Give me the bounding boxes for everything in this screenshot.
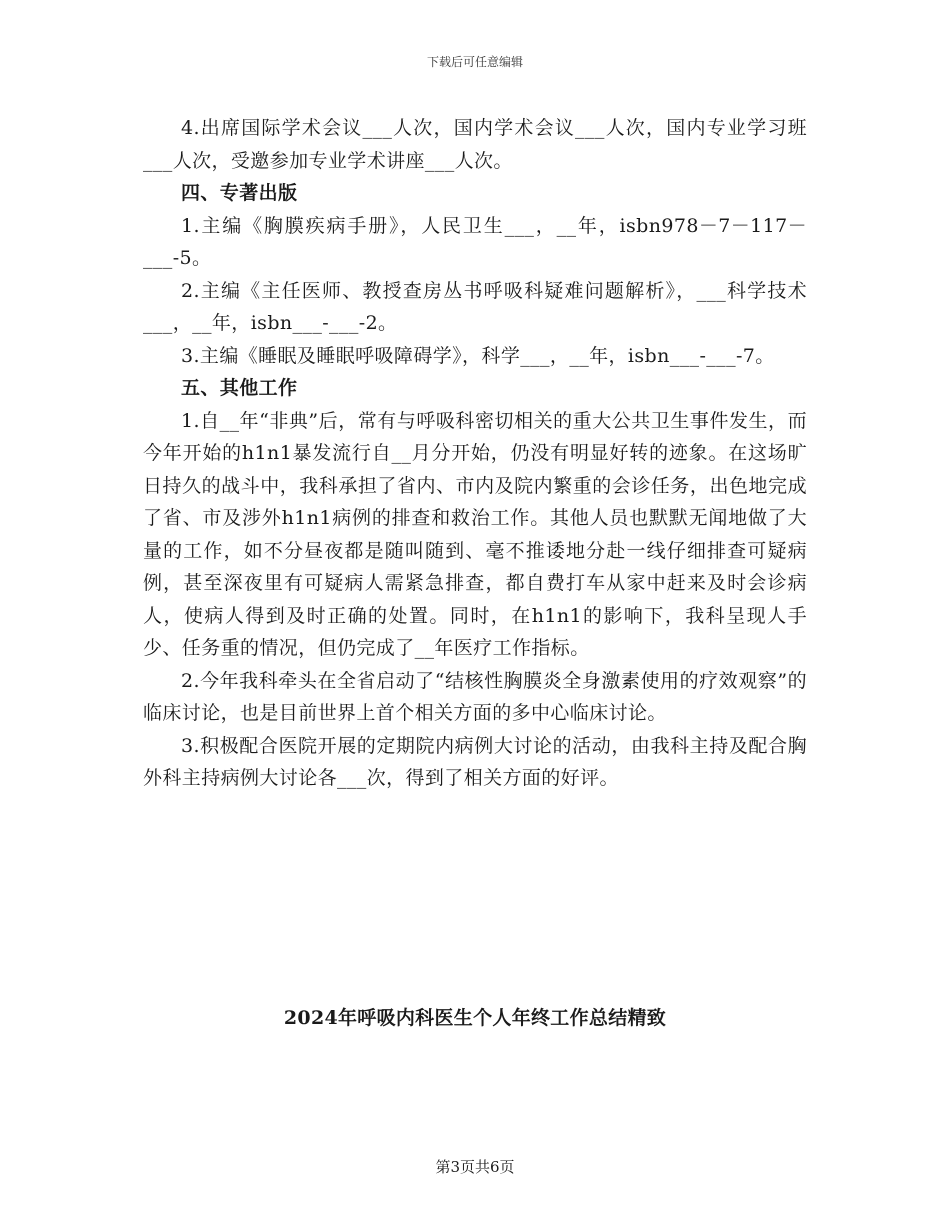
paragraph-conference-count: 4.出席国际学术会议___人次，国内学术会议___人次，国内专业学习班___人次，受邀参加专业学术讲座___人次。: [143, 117, 807, 172]
document-body: [143, 112, 807, 795]
paragraph-other-work-3: 3.积极配合医院开展的定期院内病例大讨论的活动，由我科主持及配合胸外科主持病例大讨论各___次，得到了相关方面的好评。: [143, 734, 807, 789]
paragraph-monograph-3: 3.主编《睡眠及睡眠呼吸障碍学》，科学___，__年，isbn___-___-7。: [181, 344, 775, 367]
document-title: 2024年呼吸内科医生个人年终工作总结精致: [283, 1007, 667, 1029]
section-heading-monographs: 四、专著出版: [181, 182, 298, 204]
page-footer: 第3页共6页: [435, 1158, 515, 1176]
paragraph-monograph-2: 2.主编《主任医师、教授查房丛书呼吸科疑难问题解析》，___科学技术___，__年，isbn___-___-2。: [143, 279, 807, 334]
paragraph-other-work-2: 2.今年我科牵头在全省启动了“结核性胸膜炎全身激素使用的疗效观察”的临床讨论，也是目前世界上首个相关方面的多中心临床讨论。: [143, 669, 807, 724]
section-heading-other-work: 五、其他工作: [181, 377, 298, 399]
paragraph-monograph-1: 1.主编《胸膜疾病手册》，人民卫生___，__年，isbn978－7－117－___-5。: [143, 214, 807, 269]
paragraph-other-work-1: 1.自__年“非典”后，常有与呼吸科密切相关的重大公共卫生事件发生，而今年开始的h1n1暴发流行自__月分开始，仍没有明显好转的迹象。在这场旷日持久的战斗中，我科承担了省内、市内及院内繁重的会诊任务，出色地完成了省、市及涉外h1n1病例的排查和救治工作。其他人员也默默无闻地做了大量的工作，如不分昼夜都是随叫随到、毫不推诿地分赴一线仔细排查可疑病例，甚至深夜里有可疑病人需紧急排查，都自费打车从家中赶来及时会诊病人，使病人得到及时正确的处置。同时，在h1n1的影响下，我科呈现人手少、任务重的情况，但仍完成了__年医疗工作指标。: [143, 409, 807, 659]
page-header: 下载后可任意编辑: [426, 55, 523, 69]
